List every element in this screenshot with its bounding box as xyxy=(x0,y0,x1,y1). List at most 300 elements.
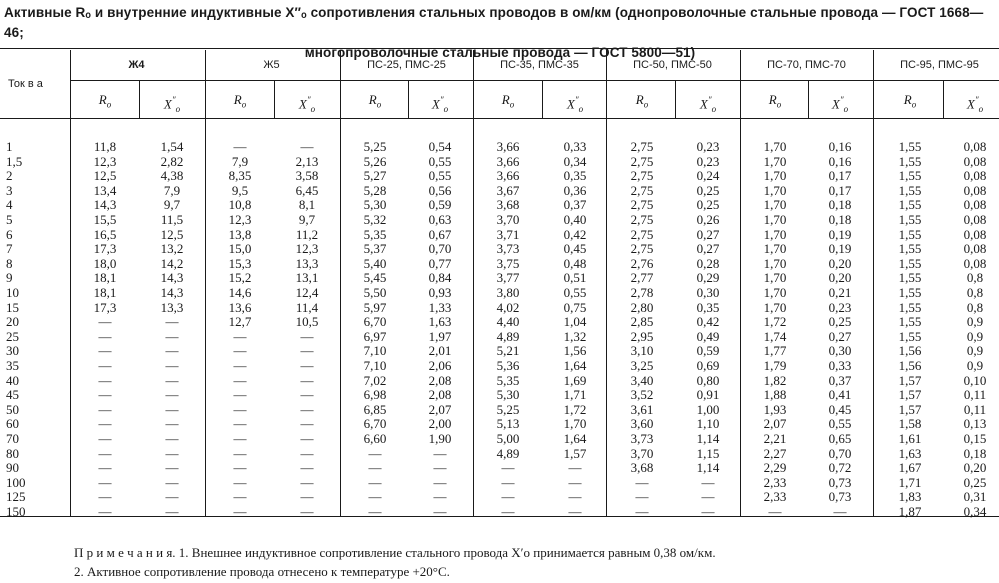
current-value: 4 xyxy=(6,197,13,213)
table-cell: — xyxy=(98,372,112,388)
table-cell: 0,9 xyxy=(966,343,984,359)
table-cell: — xyxy=(300,504,314,519)
table-cell: — xyxy=(98,328,112,344)
table-cell: 5,30 xyxy=(363,197,387,213)
table-cell: 1,88 xyxy=(763,387,787,403)
table-cell: 1,56 xyxy=(898,358,922,373)
table-cell: 0,19 xyxy=(828,241,852,257)
table-cell: 14,3 xyxy=(160,285,184,300)
table-cell: — xyxy=(300,358,314,373)
table-cell: 1,70 xyxy=(763,182,787,198)
table-cell: 2,07 xyxy=(763,416,787,432)
table-cell: 0,11 xyxy=(963,387,987,403)
table-cell: 0,93 xyxy=(428,285,452,300)
table-cell: 2,75 xyxy=(630,182,654,198)
table-cell: 5,37 xyxy=(363,241,387,257)
table-cell: 0,55 xyxy=(428,168,452,184)
table-cell: 3,80 xyxy=(496,285,520,300)
subcolumn-rule xyxy=(139,80,140,118)
table-cell: 0,25 xyxy=(696,182,720,198)
table-cell: 1,55 xyxy=(898,212,922,227)
table-cell: 1,90 xyxy=(428,431,452,446)
table-cell: — xyxy=(165,387,179,403)
table-cell: 8,1 xyxy=(298,197,316,213)
table-cell: 1,64 xyxy=(563,358,587,373)
table-cell: — xyxy=(635,504,649,519)
table-cell: 0,08 xyxy=(963,168,987,184)
table-cell: 14,3 xyxy=(93,197,117,213)
table-cell: 11,2 xyxy=(295,226,319,242)
table-cell: 0,16 xyxy=(828,153,852,169)
table-cell: 0,33 xyxy=(563,139,587,154)
table-cell: — xyxy=(233,343,247,359)
current-value: 60 xyxy=(6,416,19,432)
table-cell: 2,80 xyxy=(630,299,654,315)
subcolumn-rule xyxy=(675,80,676,118)
current-value: 70 xyxy=(6,431,19,446)
table-cell: 0,08 xyxy=(963,139,987,154)
subcolumn-rule xyxy=(408,80,409,118)
table-cell: 3,10 xyxy=(630,343,654,359)
table-cell: — xyxy=(98,314,112,330)
table-cell: — xyxy=(368,474,382,490)
table-cell: 18,1 xyxy=(93,270,117,286)
table-cell: 15,5 xyxy=(93,212,117,227)
table-cell: 16,5 xyxy=(93,226,117,242)
table-cell: 1,70 xyxy=(763,197,787,213)
table-cell: — xyxy=(300,401,314,417)
table-cell: 14,3 xyxy=(160,270,184,286)
table-cell: 0,20 xyxy=(963,460,987,476)
table-cell: — xyxy=(98,474,112,490)
table-cell: 0,10 xyxy=(963,372,987,388)
table-cell: — xyxy=(300,343,314,359)
table-cell: 0,18 xyxy=(963,445,987,461)
table-cell: 2,07 xyxy=(428,401,452,417)
table-cell: — xyxy=(300,460,314,476)
table-cell: 0,25 xyxy=(828,314,852,330)
table-cell: 2,33 xyxy=(763,489,787,505)
table-cell: 9,7 xyxy=(298,212,316,227)
table-cell: 12,4 xyxy=(295,285,319,300)
table-cell: 0,91 xyxy=(696,387,720,403)
table-cell: 1,57 xyxy=(898,372,922,388)
table-cell: 14,6 xyxy=(228,285,252,300)
current-value: 6 xyxy=(6,226,13,242)
table-cell: 0,08 xyxy=(963,255,987,271)
table-cell: 2,75 xyxy=(630,153,654,169)
table-cell: 5,25 xyxy=(363,139,387,154)
subheader-r: $R_o$ xyxy=(368,92,382,110)
subheader-x: $X''_o$ xyxy=(966,95,984,114)
table-cell: 12,3 xyxy=(228,212,252,227)
table-cell: 1,70 xyxy=(763,299,787,315)
table-cell: 0,67 xyxy=(428,226,452,242)
table-cell: 7,10 xyxy=(363,358,387,373)
table-cell: 5,35 xyxy=(363,226,387,242)
table-cell: 17,3 xyxy=(93,299,117,315)
table-cell: 12,3 xyxy=(93,153,117,169)
table-cell: 0,8 xyxy=(966,270,984,286)
table-cell: 0,59 xyxy=(696,343,720,359)
table-cell: 1,67 xyxy=(898,460,922,476)
table-cell: 0,75 xyxy=(563,299,587,315)
current-value: 35 xyxy=(6,358,19,373)
table-cell: 1,63 xyxy=(428,314,452,330)
table-cell: 0,55 xyxy=(428,153,452,169)
note-1: П р и м е ч а н и я. 1. Внешнее индуктивное сопротивление стального провода X′о принимается равным 0,38 ом/км. xyxy=(74,545,716,560)
table-cell: — xyxy=(300,372,314,388)
subheader-x: $X''_o$ xyxy=(163,95,181,114)
table-cell: — xyxy=(233,358,247,373)
table-cell: 3,52 xyxy=(630,387,654,403)
table-cell: 1,56 xyxy=(898,343,922,359)
table-cell: 0,8 xyxy=(966,285,984,300)
table-cell: 0,48 xyxy=(563,255,587,271)
table-cell: 0,08 xyxy=(963,212,987,227)
subheader-r: $R_o$ xyxy=(768,92,782,110)
table-cell: 0,27 xyxy=(828,328,852,344)
table-cell: — xyxy=(233,387,247,403)
column-group-header: ПС-95, ПМС-95 xyxy=(900,59,979,71)
table-cell: 7,02 xyxy=(363,372,387,388)
table-cell: 10,8 xyxy=(228,197,252,213)
table-cell: 0,31 xyxy=(963,489,987,505)
column-group-header: Ж5 xyxy=(263,59,280,71)
current-value: 3 xyxy=(6,182,13,198)
table-cell: 2,78 xyxy=(630,285,654,300)
table-cell: 6,97 xyxy=(363,328,387,344)
subheader-x: $X''_o$ xyxy=(566,95,584,114)
subcolumn-rule xyxy=(542,80,543,118)
table-cell: 2,85 xyxy=(630,314,654,330)
table-cell: 1,55 xyxy=(898,241,922,257)
table-cell: 0,20 xyxy=(828,270,852,286)
table-cell: 18,0 xyxy=(93,255,117,271)
table-cell: — xyxy=(368,504,382,519)
table-cell: — xyxy=(368,460,382,476)
subheader-r: $R_o$ xyxy=(501,92,515,110)
table-cell: 5,00 xyxy=(496,431,520,446)
table-cell: 0,17 xyxy=(828,182,852,198)
table-cell: 2,75 xyxy=(630,241,654,257)
table-cell: — xyxy=(233,474,247,490)
table-cell: 1,71 xyxy=(898,474,922,490)
table-cell: 1,79 xyxy=(763,358,787,373)
table-cell: — xyxy=(165,460,179,476)
table-cell: — xyxy=(98,445,112,461)
table-cell: 1,71 xyxy=(563,387,587,403)
table-cell: — xyxy=(701,474,715,490)
current-value: 45 xyxy=(6,387,19,403)
table-cell: — xyxy=(98,504,112,519)
table-cell: 1,55 xyxy=(898,299,922,315)
table-cell: — xyxy=(233,460,247,476)
table-cell: — xyxy=(300,139,314,154)
table-cell: 3,66 xyxy=(496,168,520,184)
table-cell: 0,13 xyxy=(963,416,987,432)
table-cell: 1,70 xyxy=(563,416,587,432)
column-group-header: ПС-35, ПМС-35 xyxy=(500,59,579,71)
table-cell: 6,70 xyxy=(363,314,387,330)
table-cell: 0,37 xyxy=(828,372,852,388)
table-cell: 2,75 xyxy=(630,226,654,242)
table-cell: 0,59 xyxy=(428,197,452,213)
table-cell: 0,49 xyxy=(696,328,720,344)
table-cell: 1,57 xyxy=(563,445,587,461)
table-cell: 1,72 xyxy=(563,401,587,417)
table-cell: 0,70 xyxy=(828,445,852,461)
table-cell: 0,65 xyxy=(828,431,852,446)
header-bottom-rule xyxy=(0,118,999,119)
table-cell: 13,4 xyxy=(93,182,117,198)
current-value: 1,5 xyxy=(6,153,23,169)
table-cell: 0,25 xyxy=(696,197,720,213)
table-cell: — xyxy=(98,401,112,417)
table-cell: 4,89 xyxy=(496,328,520,344)
subcolumn-rule xyxy=(274,80,275,118)
group-rule xyxy=(473,50,474,516)
table-cell: 1,77 xyxy=(763,343,787,359)
table-cell: — xyxy=(233,504,247,519)
table-cell: 0,08 xyxy=(963,226,987,242)
table-cell: 0,9 xyxy=(966,358,984,373)
current-value: 1 xyxy=(6,139,13,154)
table-cell: 12,7 xyxy=(228,314,252,330)
subheader-r: $R_o$ xyxy=(903,92,917,110)
table-cell: 0,16 xyxy=(828,139,852,154)
table-cell: 1,87 xyxy=(898,504,922,519)
table-cell: 0,25 xyxy=(963,474,987,490)
table-cell: 15,2 xyxy=(228,270,252,286)
table-cell: 12,3 xyxy=(295,241,319,257)
table-cell: — xyxy=(433,445,447,461)
column-group-header: ПС-25, ПМС-25 xyxy=(367,59,446,71)
table-cell: 12,5 xyxy=(160,226,184,242)
table-cell: 0,45 xyxy=(563,241,587,257)
table-cell: — xyxy=(98,387,112,403)
table-cell: 0,9 xyxy=(966,328,984,344)
table-cell: 0,45 xyxy=(828,401,852,417)
table-cell: 1,70 xyxy=(763,285,787,300)
table-cell: 1,55 xyxy=(898,197,922,213)
table-cell: — xyxy=(165,445,179,461)
table-cell: — xyxy=(98,343,112,359)
table-cell: 1,55 xyxy=(898,328,922,344)
table-cell: 0,08 xyxy=(963,182,987,198)
table-cell: 6,85 xyxy=(363,401,387,417)
table-cell: 3,66 xyxy=(496,139,520,154)
table-cell: 2,75 xyxy=(630,197,654,213)
table-cell: 0,54 xyxy=(428,139,452,154)
subheader-x: $X''_o$ xyxy=(831,95,849,114)
table-cell: — xyxy=(300,445,314,461)
table-cell: — xyxy=(300,474,314,490)
table-cell: 0,15 xyxy=(963,431,987,446)
table-cell: 3,68 xyxy=(496,197,520,213)
table-cell: 1,97 xyxy=(428,328,452,344)
table-cell: 7,10 xyxy=(363,343,387,359)
table-cell: 0,37 xyxy=(563,197,587,213)
current-value: 8 xyxy=(6,255,13,271)
table-cell: 0,17 xyxy=(828,168,852,184)
row-header-current: Ток в а xyxy=(8,78,43,90)
table-cell: 2,82 xyxy=(160,153,184,169)
table-cell: 0,51 xyxy=(563,270,587,286)
table-cell: 0,80 xyxy=(696,372,720,388)
table-cell: 1,74 xyxy=(763,328,787,344)
table-cell: — xyxy=(501,474,515,490)
table-cell: — xyxy=(165,328,179,344)
subheader-x: $X''_o$ xyxy=(298,95,316,114)
table-cell: 1,57 xyxy=(898,387,922,403)
table-cell: — xyxy=(98,489,112,505)
table-cell: — xyxy=(635,474,649,490)
table-cell: 5,45 xyxy=(363,270,387,286)
table-cell: — xyxy=(635,489,649,505)
table-cell: 0,27 xyxy=(696,241,720,257)
table-cell: 14,2 xyxy=(160,255,184,271)
table-cell: 7,9 xyxy=(163,182,181,198)
table-cell: 2,75 xyxy=(630,168,654,184)
table-cell: 1,82 xyxy=(763,372,787,388)
table-cell: 1,69 xyxy=(563,372,587,388)
table-cell: 1,70 xyxy=(763,139,787,154)
table-cell: 1,04 xyxy=(563,314,587,330)
table-cell: 1,55 xyxy=(898,153,922,169)
table-cell: 0,20 xyxy=(828,255,852,271)
table-cell: 6,45 xyxy=(295,182,319,198)
table-cell: 0,40 xyxy=(563,212,587,227)
table-cell: 1,00 xyxy=(696,401,720,417)
table-cell: 4,02 xyxy=(496,299,520,315)
table-cell: 0,30 xyxy=(828,343,852,359)
table-cell: — xyxy=(701,489,715,505)
table-cell: — xyxy=(165,358,179,373)
table-cell: 5,97 xyxy=(363,299,387,315)
table-cell: 1,32 xyxy=(563,328,587,344)
table-cell: 3,71 xyxy=(496,226,520,242)
table-cell: 5,27 xyxy=(363,168,387,184)
table-cell: 1,55 xyxy=(898,255,922,271)
table-cell: — xyxy=(165,343,179,359)
table-cell: 0,23 xyxy=(828,299,852,315)
table-cell: 0,55 xyxy=(563,285,587,300)
table-cell: 3,40 xyxy=(630,372,654,388)
subcolumn-rule xyxy=(943,80,944,118)
table-cell: — xyxy=(165,314,179,330)
table-cell: 2,75 xyxy=(630,139,654,154)
group-rule xyxy=(740,50,741,516)
table-cell: 11,8 xyxy=(93,139,117,154)
table-cell: — xyxy=(98,358,112,373)
table-cell: 15,3 xyxy=(228,255,252,271)
table-cell: 13,8 xyxy=(228,226,252,242)
subheader-x: $X''_o$ xyxy=(431,95,449,114)
table-cell: — xyxy=(165,504,179,519)
table-cell: 2,75 xyxy=(630,212,654,227)
table-cell: 1,55 xyxy=(898,314,922,330)
table-cell: — xyxy=(433,504,447,519)
table-cell: 0,9 xyxy=(966,314,984,330)
table-cell: — xyxy=(768,504,782,519)
table-cell: 5,21 xyxy=(496,343,520,359)
table-cell: — xyxy=(233,372,247,388)
table-cell: 1,55 xyxy=(898,139,922,154)
table-cell: 1,70 xyxy=(763,255,787,271)
table-cell: 9,7 xyxy=(163,197,181,213)
table-cell: 1,70 xyxy=(763,212,787,227)
table-cell: 3,67 xyxy=(496,182,520,198)
column-group-header: Ж4 xyxy=(128,59,145,71)
table-cell: — xyxy=(368,489,382,505)
table-cell: — xyxy=(165,489,179,505)
table-cell: — xyxy=(300,416,314,432)
table-cell: 0,30 xyxy=(696,285,720,300)
subheader-x: $X''_o$ xyxy=(699,95,717,114)
table-cell: — xyxy=(501,489,515,505)
table-cell: 7,9 xyxy=(231,153,249,169)
table-cell: 18,1 xyxy=(93,285,117,300)
header-divider xyxy=(70,80,999,81)
table-cell: 1,54 xyxy=(160,139,184,154)
table-cell: — xyxy=(98,460,112,476)
table-cell: — xyxy=(433,489,447,505)
title-line-2: многопроволочные стальные провода — ГОСТ 5800—51) xyxy=(304,45,696,60)
table-cell: 2,77 xyxy=(630,270,654,286)
table-cell: 13,2 xyxy=(160,241,184,257)
table-cell: 3,70 xyxy=(630,445,654,461)
table-cell: 5,13 xyxy=(496,416,520,432)
table-cell: 1,70 xyxy=(763,226,787,242)
table-cell: 3,25 xyxy=(630,358,654,373)
table-cell: — xyxy=(233,139,247,154)
table-cell: 2,00 xyxy=(428,416,452,432)
table-cell: 0,77 xyxy=(428,255,452,271)
group-rule xyxy=(873,50,874,516)
table-cell: 3,61 xyxy=(630,401,654,417)
table-cell: 0,08 xyxy=(963,197,987,213)
table-cell: 1,93 xyxy=(763,401,787,417)
column-group-header: ПС-50, ПМС-50 xyxy=(633,59,712,71)
table-cell: 0,21 xyxy=(828,285,852,300)
table-cell: 1,15 xyxy=(696,445,720,461)
table-cell: 13,3 xyxy=(160,299,184,315)
table-cell: 0,73 xyxy=(828,474,852,490)
table-cell: 0,8 xyxy=(966,299,984,315)
table-cell: 0,11 xyxy=(963,401,987,417)
table-cell: 0,36 xyxy=(563,182,587,198)
table-cell: 9,5 xyxy=(231,182,249,198)
table-cell: 1,57 xyxy=(898,401,922,417)
current-value: 125 xyxy=(6,489,26,505)
table-cell: 10,5 xyxy=(295,314,319,330)
group-rule xyxy=(606,50,607,516)
table-cell: 0,29 xyxy=(696,270,720,286)
table-cell: — xyxy=(233,431,247,446)
table-cell: — xyxy=(433,460,447,476)
table-cell: 6,70 xyxy=(363,416,387,432)
table-cell: 0,56 xyxy=(428,182,452,198)
table-cell: 1,70 xyxy=(763,270,787,286)
subheader-r: $R_o$ xyxy=(98,92,112,110)
table-cell: 1,56 xyxy=(563,343,587,359)
table-cell: 0,41 xyxy=(828,387,852,403)
table-cell: 5,40 xyxy=(363,255,387,271)
table-cell: — xyxy=(300,387,314,403)
table-cell: — xyxy=(701,504,715,519)
table-cell: 13,3 xyxy=(295,255,319,271)
